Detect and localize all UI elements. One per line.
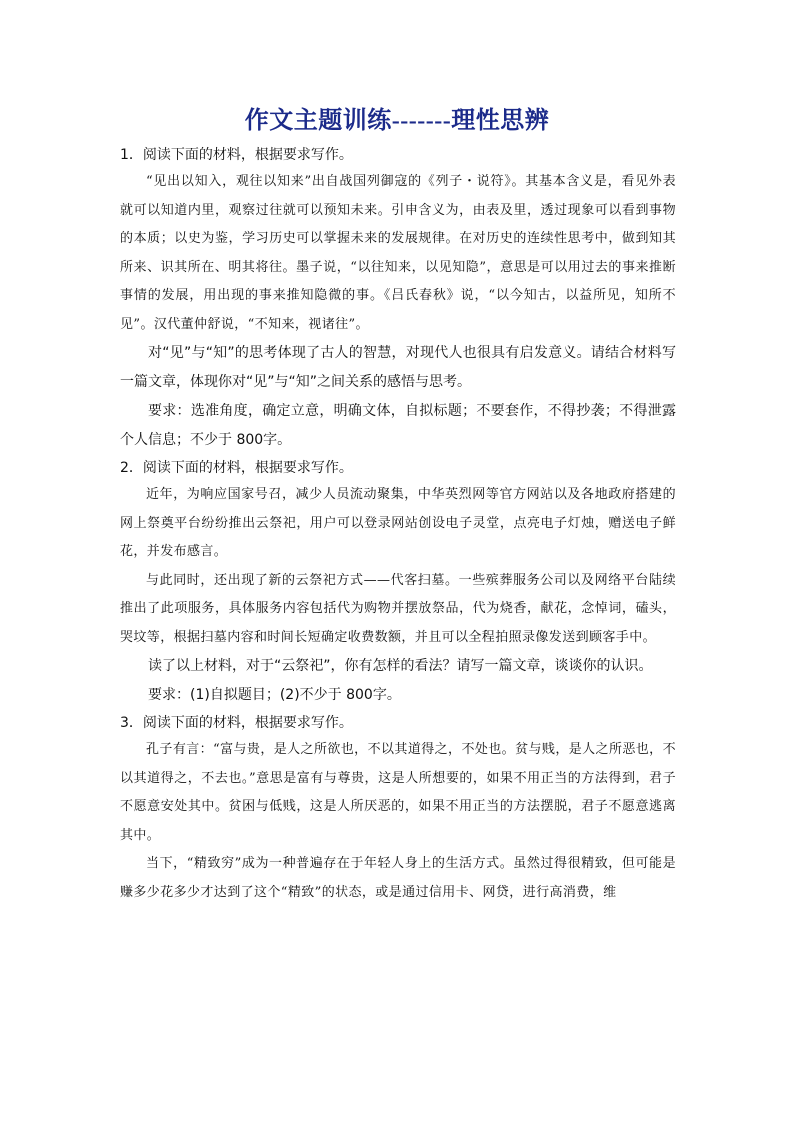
question-1-requirement: 要求：选准角度，确定立意，明确文体，自拟标题；不要套作，不得抄袭；不得泄露个人信息；不少于 800字。 (120, 403, 676, 448)
question-1-material-paragraph: “见出以知入，观往以知来”出自战国列御寇的《列子・说符》。其基本含义是，看见外表就可以知道内里，观察过往就可以预知未来。引申含义为，由表及里，透过现象可以看到事物的本质；以史为鉴，学习历史可以掌握未来的发展规律。在对历史的连续性思考中，做到知其所来、识其所在、明其将往。墨子说，“以往知来，以见知隐”，意思是可以用过去的事来推断事情的发展，用出现的事来推知隐微的事。《吕氏春秋》说，“以今知古，以益所见，知所不见”。汉代董仲舒说，“不知来，视诸往”。 (120, 174, 676, 332)
page-title: 作文主题训练-------理性思辨 (244, 108, 550, 134)
question-2-task: 读了以上材料，对于“云祭祀”，你有怎样的看法？请写一篇文章，谈谈你的认识。 (148, 658, 653, 674)
question-2-material-paragraph: 近年，为响应国家号召，减少人员流动聚集，中华英烈网等官方网站以及各地政府搭建的网上祭奠平台纷纷推出云祭祀，用户可以登录网站创设电子灵堂，点亮电子灯烛，赠送电子鲜花，并发布感言。 (120, 487, 676, 559)
question-1-heading: 1．阅读下面的材料，根据要求写作。 (120, 147, 353, 163)
question-3-material-paragraph: 当下，“精致穷”成为一种普遍存在于年轻人身上的生活方式。虽然过得很精致，但可能是赚多少花多少才达到了这个“精致”的状态，或是通过信用卡、网贷，进行高消费，维 (120, 856, 676, 900)
question-2-requirement: 要求：(1)自拟题目；(2)不少于 800字。 (148, 687, 401, 703)
question-3-heading: 3．阅读下面的材料，根据要求写作。 (120, 715, 353, 731)
document-body (120, 142, 676, 907)
question-3-material-paragraph: 孔子有言：“富与贵，是人之所欲也，不以其道得之，不处也。贫与贱，是人之所恶也，不以其道得之，不去也。”意思是富有与尊贵，这是人所想要的，如果不用正当的方法得到，君子不愿意安处其中。贫困与低贱，这是人所厌恶的，如果不用正当的方法摆脱，君子不愿意逃离其中。 (120, 742, 676, 843)
question-1-task: 对“见”与“知”的思考体现了古人的智慧，对现代人也很具有启发意义。请结合材料写一篇文章，体现你对“见”与“知”之间关系的感悟与思考。 (120, 345, 676, 390)
question-2-heading: 2．阅读下面的材料，根据要求写作。 (120, 460, 353, 476)
question-3 (120, 710, 676, 907)
question-2-material-paragraph: 与此同时，还出现了新的云祭祀方式——代客扫墓。一些殡葬服务公司以及网络平台陆续推出了此项服务，具体服务内容包括代为购物并摆放祭品，代为烧香，献花，念悼词，磕头，哭坟等，根据扫墓内容和时间长短确定收费数额，并且可以全程拍照录像发送到顾客手中。 (120, 572, 676, 645)
question-2 (120, 455, 676, 710)
question-1 (120, 142, 676, 455)
